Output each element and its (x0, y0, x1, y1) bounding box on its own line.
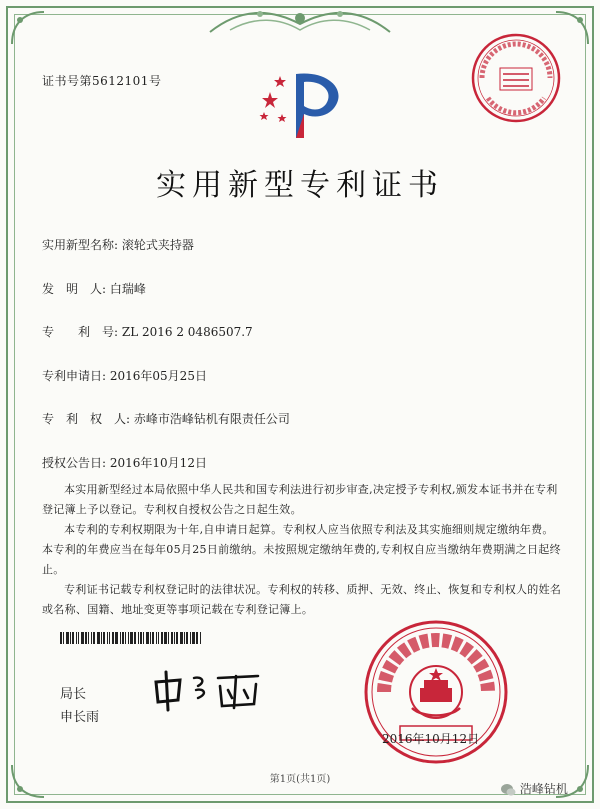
body-paragraph-3: 专利证书记载专利权登记时的法律状况。专利权的转移、质押、无效、终止、恢复和专利权人的姓名或名称、国籍、地址变更等事项记载在专利登记簿上。 (42, 583, 562, 616)
field-label: 专利申请日: (42, 369, 107, 383)
corner-ornament-top-left (8, 8, 48, 48)
body-paragraph-2: 本专利的专利权期限为十年,自申请日起算。专利权人应当依照专利法及其实施细则规定缴纳年费。本专利的年费应当在每年05月25日前缴纳。未按照规定缴纳年费的,专利权自应当缴纳年费期满之日起终止。 (42, 523, 561, 576)
field-patent-number (42, 323, 253, 340)
field-label: 发 明 人: (42, 282, 107, 296)
barcode (60, 632, 246, 644)
certificate-number: 证书号第5612101号 (42, 74, 162, 88)
field-inventor (42, 280, 146, 297)
field-patentee (42, 410, 290, 427)
field-value: 2016年05月25日 (109, 369, 207, 383)
patent-office-logo (256, 62, 348, 140)
seal-stamp-top-right (470, 32, 562, 124)
page-number: 第1页(共1页) (269, 774, 331, 785)
field-application-date (42, 367, 207, 384)
watermark-text: 浩峰钻机 (519, 782, 568, 796)
chat-bubble-icon (500, 782, 516, 798)
field-value: 滚轮式夹持器 (121, 238, 194, 252)
field-label: 授权公告日: (42, 456, 107, 470)
director-name: 申长雨 (60, 710, 100, 725)
body-paragraph-1: 本实用新型经过本局依照中华人民共和国专利法进行初步审查,决定授予专利权,颁发本证书并在专利登记簿上予以登记。专利权自授权公告之日起生效。 (42, 483, 558, 516)
field-value: 2016年10月12日 (109, 456, 207, 470)
field-value: 白瑞峰 (109, 282, 146, 296)
top-ornament (200, 4, 400, 40)
field-utility-model-name (42, 236, 194, 253)
watermark (500, 780, 568, 798)
handwritten-signature (150, 668, 270, 712)
field-value: ZL 2016 2 0486507.7 (121, 325, 253, 339)
field-label: 实用新型名称: (42, 238, 119, 252)
field-label: 专 利 权 人: (42, 412, 131, 426)
field-grant-announcement-date (42, 454, 207, 471)
body-text (42, 480, 562, 620)
field-label: 专 利 号: (42, 325, 119, 339)
certificate-title: 实用新型专利证书 (156, 168, 444, 203)
issue-date: 2016年10月12日 (382, 732, 480, 746)
field-value: 赤峰市浩峰钻机有限责任公司 (133, 412, 290, 426)
director-title: 局长 (60, 687, 87, 702)
